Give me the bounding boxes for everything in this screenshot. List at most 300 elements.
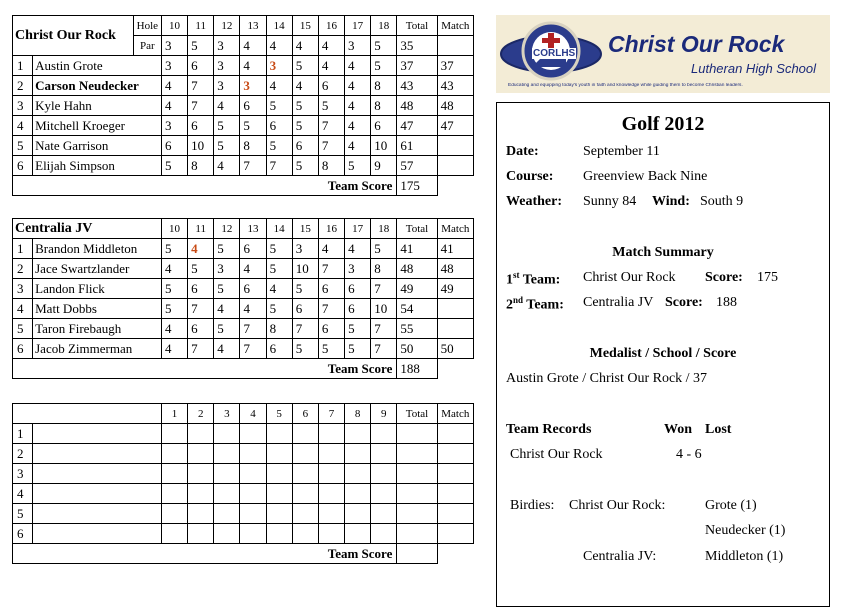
- hole-score: 7: [318, 259, 344, 279]
- hole-score: 6: [240, 239, 266, 259]
- match-summary-heading: Match Summary: [612, 245, 714, 260]
- blank-cell: [292, 464, 318, 484]
- hole-score: 6: [318, 319, 344, 339]
- blank-cell: [397, 484, 437, 504]
- blank-cell: [437, 504, 473, 524]
- medalist-heading: Medalist / School / Score: [589, 346, 737, 361]
- par-value: 5: [188, 36, 214, 56]
- blank-row-index: 6: [13, 524, 33, 544]
- player-total: 37: [397, 56, 437, 76]
- hole-number: 1: [161, 404, 187, 424]
- hole-number: 11: [188, 16, 214, 36]
- par-value: 3: [345, 36, 371, 56]
- hole-score: 4: [188, 239, 214, 259]
- hole-score: 6: [345, 279, 371, 299]
- blank-cell: [345, 424, 371, 444]
- hole-score: 5: [318, 339, 344, 359]
- blank-cell: [188, 504, 214, 524]
- blank-cell: [437, 444, 473, 464]
- blank-cell: [371, 524, 397, 544]
- hole-score: 10: [292, 259, 318, 279]
- player-row: [13, 259, 474, 279]
- blank-cell: [33, 444, 162, 464]
- blank-row: [13, 504, 474, 524]
- blank-cell: [161, 524, 187, 544]
- player-total: 50: [397, 339, 437, 359]
- player-index: 3: [13, 279, 33, 299]
- player-index: 4: [13, 299, 33, 319]
- hole-score: 6: [240, 279, 266, 299]
- player-row: [13, 299, 474, 319]
- hole-score: 7: [188, 299, 214, 319]
- total-header: Total: [397, 219, 437, 239]
- hole-score: 4: [161, 96, 187, 116]
- hole-score: 5: [292, 156, 318, 176]
- hole-score: 4: [214, 339, 240, 359]
- blank-cell: [188, 524, 214, 544]
- blank-row: [13, 484, 474, 504]
- hole-score: 5: [345, 156, 371, 176]
- player-total: 49: [397, 279, 437, 299]
- hole-score: 6: [188, 56, 214, 76]
- hole-score: 3: [345, 259, 371, 279]
- player-row: [13, 96, 474, 116]
- first-team-label: [506, 270, 560, 289]
- blank-cell: [188, 444, 214, 464]
- hole-score: 5: [266, 299, 292, 319]
- hole-number: 16: [318, 219, 344, 239]
- hole-number: 15: [292, 219, 318, 239]
- hole-number: 13: [240, 219, 266, 239]
- hole-number: 18: [371, 16, 397, 36]
- blank-cell: [345, 524, 371, 544]
- second-score-label: Score:: [665, 295, 703, 310]
- blank-cell: [371, 424, 397, 444]
- blank-cell: [437, 464, 473, 484]
- blank-cell: [397, 524, 437, 544]
- blank-team-name: [13, 404, 162, 424]
- hole-score: 5: [345, 339, 371, 359]
- hole-score: 4: [161, 339, 187, 359]
- blank-cell: [397, 424, 437, 444]
- hole-number: 17: [345, 16, 371, 36]
- blank-row-index: 5: [13, 504, 33, 524]
- blank-cell: [292, 524, 318, 544]
- blank-cell: [266, 444, 292, 464]
- hole-score: 4: [345, 96, 371, 116]
- hole-score: 6: [161, 136, 187, 156]
- blank-cell: [33, 464, 162, 484]
- player-total: 48: [397, 259, 437, 279]
- blank-cell: [292, 444, 318, 464]
- hole-score: 5: [266, 96, 292, 116]
- blank-row: [13, 524, 474, 544]
- hole-score: 4: [161, 319, 187, 339]
- hole-score: 5: [214, 239, 240, 259]
- birdie-entry: Middleton (1): [705, 549, 784, 564]
- blank-cell: [240, 444, 266, 464]
- second-ordinal-suffix: nd: [513, 295, 524, 305]
- player-index: 6: [13, 339, 33, 359]
- hole-number: 12: [214, 16, 240, 36]
- team1-scorecard: [12, 15, 474, 196]
- player-name: Jacob Zimmerman: [33, 339, 162, 359]
- hole-score: 8: [371, 96, 397, 116]
- blank-cell: [318, 444, 344, 464]
- blank-cell: [371, 464, 397, 484]
- hole-score: 5: [161, 299, 187, 319]
- birdies-team2: Centralia JV:: [583, 549, 657, 564]
- wind-value: South 9: [700, 194, 744, 209]
- team-score-label: Team Score: [13, 176, 397, 196]
- player-index: 1: [13, 56, 33, 76]
- hole-score: 5: [292, 56, 318, 76]
- player-index: 5: [13, 319, 33, 339]
- player-row: [13, 116, 474, 136]
- player-name: Nate Garrison: [33, 136, 162, 156]
- team-score-label: Team Score: [13, 359, 397, 379]
- hole-score: 4: [214, 96, 240, 116]
- player-row: [13, 279, 474, 299]
- hole-score: 5: [161, 156, 187, 176]
- blank-cell: [318, 484, 344, 504]
- blank-cell: [345, 464, 371, 484]
- hole-score: 5: [318, 96, 344, 116]
- hole-score: 5: [371, 56, 397, 76]
- blank-cell: [266, 424, 292, 444]
- hole-score: 5: [188, 259, 214, 279]
- hole-score: 5: [371, 239, 397, 259]
- player-name: Elijah Simpson: [33, 156, 162, 176]
- logo-title: Christ Our Rock: [608, 31, 785, 57]
- first-score-label: Score:: [705, 270, 743, 285]
- hole-score: 4: [214, 156, 240, 176]
- hole-score: 3: [240, 76, 266, 96]
- hole-score: 5: [161, 279, 187, 299]
- hole-number: 8: [345, 404, 371, 424]
- match-header: Match: [437, 219, 473, 239]
- team-word: Team:: [519, 272, 561, 288]
- hole-score: 7: [318, 116, 344, 136]
- blank-cell: [161, 424, 187, 444]
- blank-cell: [161, 504, 187, 524]
- player-row: [13, 156, 474, 176]
- hole-score: 10: [188, 136, 214, 156]
- blank-row-index: 1: [13, 424, 33, 444]
- hole-number: 13: [240, 16, 266, 36]
- hole-score: 6: [318, 279, 344, 299]
- hole-score: 8: [371, 76, 397, 96]
- hole-number: 15: [292, 16, 318, 36]
- player-index: 1: [13, 239, 33, 259]
- course-label: Course:: [506, 169, 554, 184]
- hole-score: 3: [214, 259, 240, 279]
- player-match: 49: [437, 279, 473, 299]
- player-match: 37: [437, 56, 473, 76]
- blank-row: [13, 424, 474, 444]
- player-match: 48: [437, 96, 473, 116]
- team-records-heading: Team Records: [506, 422, 592, 437]
- blank-cell: [397, 444, 437, 464]
- hole-score: 3: [161, 116, 187, 136]
- blank-cell: [437, 424, 473, 444]
- par-value: 5: [371, 36, 397, 56]
- hole-score: 6: [371, 116, 397, 136]
- hole-score: 6: [188, 319, 214, 339]
- hole-score: 4: [292, 76, 318, 96]
- hole-score: 7: [318, 299, 344, 319]
- player-name: Landon Flick: [33, 279, 162, 299]
- blank-cell: [240, 504, 266, 524]
- player-match: 48: [437, 259, 473, 279]
- weather-label: Weather:: [506, 194, 562, 209]
- hole-score: 7: [292, 319, 318, 339]
- blank-cell: [318, 504, 344, 524]
- hole-score: 4: [240, 56, 266, 76]
- blank-cell: [240, 464, 266, 484]
- player-row: [13, 239, 474, 259]
- player-row: [13, 339, 474, 359]
- team1-score: 175: [397, 176, 437, 196]
- hole-number: 9: [371, 404, 397, 424]
- hole-score: 8: [371, 259, 397, 279]
- second-team-label: [506, 295, 564, 314]
- hole-score: 5: [292, 116, 318, 136]
- hole-score: 6: [188, 116, 214, 136]
- blank-row: [13, 444, 474, 464]
- hole-score: 5: [266, 259, 292, 279]
- hole-score: 4: [266, 76, 292, 96]
- blank-cell: [240, 484, 266, 504]
- hole-number: 12: [214, 219, 240, 239]
- hole-score: 3: [214, 56, 240, 76]
- hole-score: 9: [371, 156, 397, 176]
- hole-score: 6: [292, 299, 318, 319]
- hole-score: 8: [240, 136, 266, 156]
- player-index: 2: [13, 259, 33, 279]
- player-name: Austin Grote: [33, 56, 162, 76]
- hole-score: 3: [266, 56, 292, 76]
- total-header: Total: [397, 404, 437, 424]
- hole-number: 3: [214, 404, 240, 424]
- hole-number: 16: [318, 16, 344, 36]
- player-total: 55: [397, 319, 437, 339]
- hole-label: Hole: [133, 16, 161, 36]
- hole-score: 5: [161, 239, 187, 259]
- player-index: 4: [13, 116, 33, 136]
- hole-score: 8: [318, 156, 344, 176]
- player-total: 61: [397, 136, 437, 156]
- hole-score: 3: [214, 76, 240, 96]
- par-value: 3: [161, 36, 187, 56]
- hole-number: 14: [266, 219, 292, 239]
- player-name: Mitchell Kroeger: [33, 116, 162, 136]
- record-team: Christ Our Rock: [510, 447, 603, 462]
- player-row: [13, 319, 474, 339]
- hole-score: 6: [188, 279, 214, 299]
- hole-score: 5: [240, 116, 266, 136]
- blank-cell: [318, 424, 344, 444]
- hole-score: 6: [266, 339, 292, 359]
- match-info-panel: [496, 102, 830, 607]
- hole-score: 4: [240, 299, 266, 319]
- blank-cell: [188, 484, 214, 504]
- blank-cell: [161, 464, 187, 484]
- player-match: [437, 156, 473, 176]
- blank-cell: [318, 524, 344, 544]
- wind-label: Wind:: [652, 194, 690, 209]
- blank-scorecard: [12, 403, 474, 564]
- par-value: 4: [292, 36, 318, 56]
- player-total: 43: [397, 76, 437, 96]
- first-score: 175: [757, 270, 778, 285]
- hole-score: 7: [188, 339, 214, 359]
- hole-score: 7: [371, 339, 397, 359]
- blank-cell: [345, 504, 371, 524]
- player-name: Brandon Middleton: [33, 239, 162, 259]
- player-index: 6: [13, 156, 33, 176]
- hole-score: 5: [292, 96, 318, 116]
- birdie-entry: Neudecker (1): [705, 523, 786, 538]
- hole-score: 5: [214, 136, 240, 156]
- hole-number: 2: [188, 404, 214, 424]
- team-word: Team:: [523, 297, 564, 313]
- par-value: 3: [214, 36, 240, 56]
- player-match: [437, 136, 473, 156]
- first-ordinal: 1: [506, 272, 513, 288]
- logo-tagline: Educating and equipping today's youth in faith and knowledge while guiding them to become Christian leaders.: [508, 83, 743, 88]
- hole-number: 14: [266, 16, 292, 36]
- player-total: 47: [397, 116, 437, 136]
- blank-cell: [214, 464, 240, 484]
- hole-number: 17: [345, 219, 371, 239]
- hole-score: 5: [214, 319, 240, 339]
- hole-score: 3: [292, 239, 318, 259]
- par-label: Par: [133, 36, 161, 56]
- blank-cell: [292, 484, 318, 504]
- player-match: 41: [437, 239, 473, 259]
- player-index: 3: [13, 96, 33, 116]
- player-total: 41: [397, 239, 437, 259]
- date-label: Date:: [506, 144, 539, 159]
- player-name: Matt Dobbs: [33, 299, 162, 319]
- hole-score: 5: [266, 239, 292, 259]
- hole-score: 6: [292, 136, 318, 156]
- blank-cell: [214, 524, 240, 544]
- logo-subtitle: Lutheran High School: [691, 61, 817, 76]
- blank-cell: [33, 504, 162, 524]
- blank-cell: [33, 424, 162, 444]
- player-match: 47: [437, 116, 473, 136]
- hole-score: 6: [345, 299, 371, 319]
- player-match: [437, 319, 473, 339]
- player-match: 43: [437, 76, 473, 96]
- player-row: [13, 76, 474, 96]
- blank-cell: [214, 504, 240, 524]
- blank-team-score: [397, 544, 437, 564]
- hole-number: 11: [188, 219, 214, 239]
- blank-cell: [371, 504, 397, 524]
- hole-score: 7: [318, 136, 344, 156]
- blank-cell: [214, 484, 240, 504]
- blank-cell: [292, 504, 318, 524]
- first-team-name: Christ Our Rock: [583, 270, 676, 285]
- player-total: 57: [397, 156, 437, 176]
- blank-cell: [345, 444, 371, 464]
- hole-number: 18: [371, 219, 397, 239]
- blank-cell: [266, 524, 292, 544]
- hole-score: 5: [292, 279, 318, 299]
- logo-abbr: CORLHS: [533, 48, 576, 59]
- blank-cell: [345, 484, 371, 504]
- player-row: [13, 56, 474, 76]
- blank-cell: [240, 424, 266, 444]
- par-value: 4: [240, 36, 266, 56]
- hole-score: 4: [345, 56, 371, 76]
- blank-row-index: 4: [13, 484, 33, 504]
- hole-score: 6: [318, 76, 344, 96]
- birdies-team1: Christ Our Rock:: [569, 498, 666, 513]
- hole-score: 7: [188, 76, 214, 96]
- blank-cell: [397, 464, 437, 484]
- hole-score: 7: [371, 279, 397, 299]
- blank-cell: [33, 484, 162, 504]
- par-value: 4: [266, 36, 292, 56]
- lost-header: Lost: [705, 422, 732, 437]
- blank-cell: [161, 484, 187, 504]
- blank-cell: [397, 504, 437, 524]
- hole-score: 5: [292, 339, 318, 359]
- player-match: [437, 299, 473, 319]
- player-match: 50: [437, 339, 473, 359]
- medalist-value: Austin Grote / Christ Our Rock / 37: [506, 371, 708, 386]
- second-score: 188: [716, 295, 737, 310]
- hole-score: 3: [161, 56, 187, 76]
- blank-cell: [214, 424, 240, 444]
- hole-score: 7: [188, 96, 214, 116]
- blank-row: [13, 464, 474, 484]
- first-ordinal-suffix: st: [513, 270, 520, 280]
- blank-cell: [437, 484, 473, 504]
- birdie-entry: Grote (1): [705, 498, 757, 513]
- hole-score: 7: [371, 319, 397, 339]
- hole-score: 7: [240, 156, 266, 176]
- course-value: Greenview Back Nine: [583, 169, 708, 184]
- blank-cell: [292, 424, 318, 444]
- blank-cell: [437, 524, 473, 544]
- hole-number: 5: [266, 404, 292, 424]
- blank-cell: [266, 484, 292, 504]
- hole-score: 7: [240, 319, 266, 339]
- hole-score: 4: [318, 56, 344, 76]
- hole-score: 4: [345, 116, 371, 136]
- hole-score: 7: [240, 339, 266, 359]
- hole-score: 4: [345, 76, 371, 96]
- blank-cell: [214, 444, 240, 464]
- hole-score: 5: [214, 279, 240, 299]
- hole-number: 6: [292, 404, 318, 424]
- blank-cell: [266, 504, 292, 524]
- total-header: Total: [397, 16, 437, 36]
- record-value: 4 - 6: [676, 447, 702, 462]
- hole-score: 4: [318, 239, 344, 259]
- blank-row-index: 2: [13, 444, 33, 464]
- date-value: September 11: [583, 144, 660, 159]
- weather-value: Sunny 84: [583, 194, 637, 209]
- hole-score: 4: [240, 259, 266, 279]
- school-logo-banner: [496, 15, 830, 93]
- blank-cell: [318, 464, 344, 484]
